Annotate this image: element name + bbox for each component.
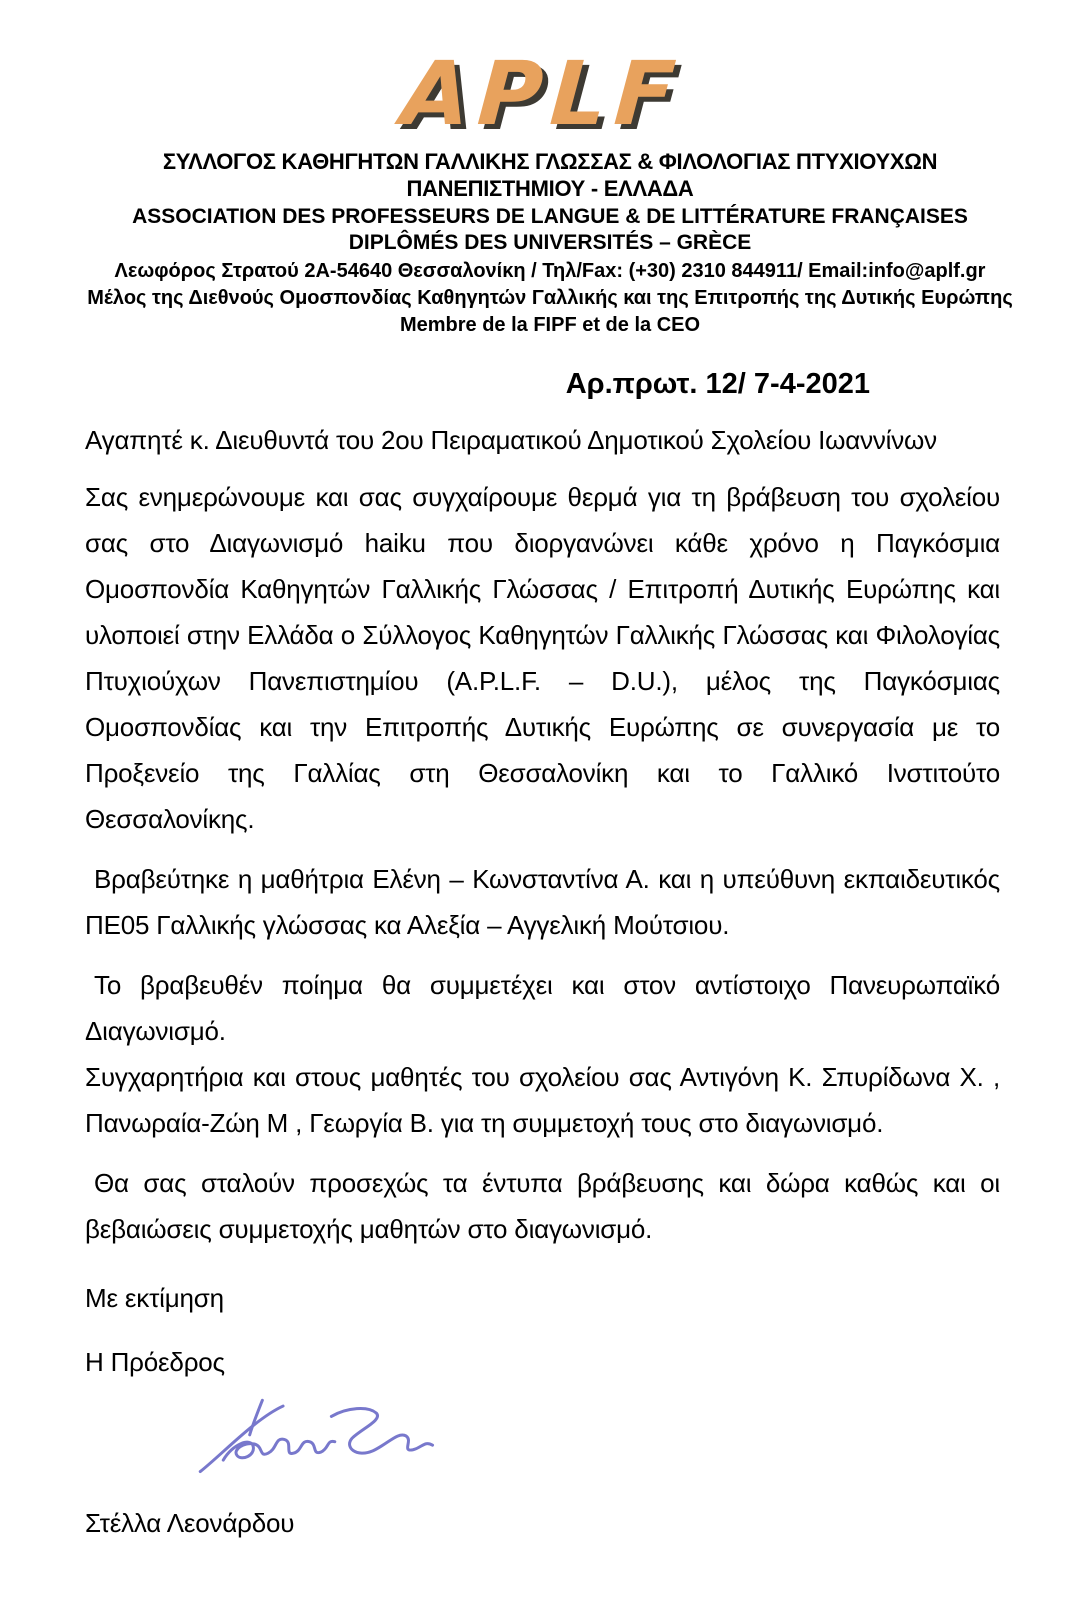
letter-body [85, 422, 1000, 1543]
handwritten-signature [111, 1398, 531, 1490]
signatory-name: Στέλλα Λεονάρδου [85, 1508, 295, 1538]
logo-container [85, 42, 1000, 145]
address-contact-line: Λεωφόρος Στρατού 2Α-54640 Θεσσαλονίκη / Τηλ/Fax: (+30) 2310 844911/ Email:info@aplf.gr [114, 260, 986, 282]
membership-french: Membre de la FIPF et de la CEO [399, 314, 701, 336]
aplf-logo: APLF [398, 42, 687, 145]
salutation: Αγαπητέ κ. Διευθυντά του 2ου Πειραματικού Δημοτικού Σχολείου Ιωαννίνων [85, 425, 937, 455]
signatory-title: Η Πρόεδρος [85, 1347, 225, 1377]
paragraph-european-contest: Το βραβευθέν ποίημα θα συμμετέχει και στον αντίστοιχο Πανευρωπαϊκό Διαγωνισμό. [85, 970, 1000, 1046]
paragraph-awarded-student: Βραβεύτηκε η μαθήτρια Ελένη – Κωνσταντίνα Α. και η υπεύθυνη εκπαιδευτικός ΠΕ05 Γαλλικής γλώσσας κα Αλεξία – Αγγελική Μούτσιου. [85, 864, 1000, 940]
paragraph-certificates: Θα σας σταλούν προσεχώς τα έντυπα βράβευσης και δώρα καθώς και οι βεβαιώσεις συμμετοχής μαθητών στο διαγωνισμό. [85, 1168, 1000, 1244]
paragraph-award-announcement: Σας ενημερώνουμε και σας συγχαίρουμε θερμά για τη βράβευση του σχολείου σας στο Διαγωνισμό haiku που διοργανώνει κάθε χρόνο η Παγκόσμια Ομοσπονδία Καθηγητών Γαλλικής Γλώσσας / Επιτροπή Δυτικής Ευρώπης και υλοποιεί στην Ελλάδα ο Σύλλογος Καθηγητών Γαλλικής Γλώσσας και Φιλολογίας Πτυχιούχων Πανεπιστημίου (A.P.L.F. – D.U.), μέλος της Παγκόσμιας Ομοσπονδίας και την Επιτροπής Δυτικής Ευρώπης σε συνεργασία με το Προξενείο της Γαλλίας στη Θεσσαλονίκη και το Γαλλικό Ινστιτούτο Θεσσαλονίκης. [85, 482, 1000, 834]
letterhead [85, 148, 1015, 338]
org-name-greek: ΣΥΛΛΟΓΟΣ ΚΑΘΗΓΗΤΩΝ ΓΑΛΛΙΚΗΣ ΓΛΩΣΣΑΣ & ΦΙΛΟΛΟΓΙΑΣ ΠΤΥΧΙΟΥΧΩΝ ΠΑΝΕΠΙΣΤΗΜΙΟΥ - ΕΛΛΑΔΑ [162, 149, 938, 201]
membership-greek: Μέλος της Διεθνούς Ομοσπονδίας Καθηγητών Γαλλικής και της Επιτροπής της Δυτικής Ευρώπης [87, 287, 1013, 309]
paragraph-congratulations: Συγχαρητήρια και στους μαθητές του σχολείου σας Αντιγόνη Κ. Σπυρίδωνα Χ. , Πανωραία-Ζώη Μ , Γεωργία Β. για τη συμμετοχή τους στο διαγωνισμό. [85, 1062, 1000, 1138]
protocol-number: Αρ.πρωτ. 12/ 7-4-2021 [565, 368, 870, 400]
closing-regards: Με εκτίμηση [85, 1283, 224, 1313]
org-name-french: ASSOCIATION DES PROFESSEURS DE LANGUE & DE LITTÉRATURE FRANÇAISES DIPLÔMÉS DES UNIVERSITÉS – GRÈCE [132, 205, 968, 254]
